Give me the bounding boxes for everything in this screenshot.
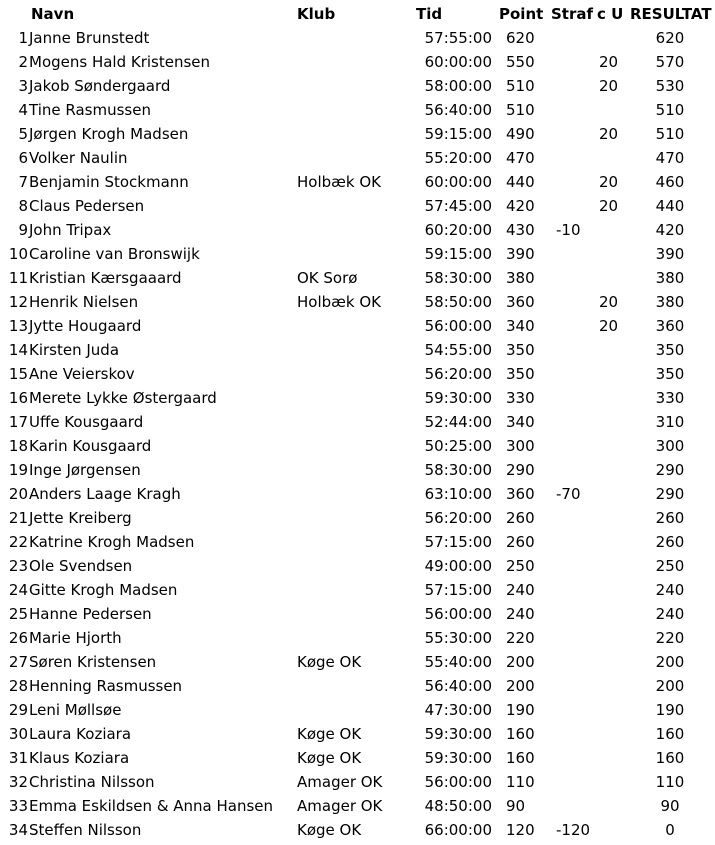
- points-value: 340: [506, 413, 535, 431]
- runner-name: Janne Brunstedt: [29, 29, 150, 47]
- result-value: 250: [655, 557, 685, 575]
- runner-name: Klaus Koziara: [29, 749, 130, 767]
- table-row: [0, 194, 715, 218]
- points-value: 240: [506, 581, 535, 599]
- runner-name: Laura Koziara: [29, 725, 132, 743]
- runner-name: Jørgen Krogh Madsen: [29, 125, 189, 143]
- points-value: 160: [506, 725, 535, 743]
- runner-name: Volker Naulin: [29, 149, 128, 167]
- runner-name: Henrik Nielsen: [29, 293, 139, 311]
- time-value: 59:30:00: [424, 749, 492, 767]
- club-name: OK Sorø: [297, 269, 358, 287]
- runner-name: Henning Rasmussen: [29, 677, 183, 695]
- club-name: Køge OK: [297, 653, 362, 671]
- time-value: 60:20:00: [424, 221, 492, 239]
- points-value: 330: [506, 389, 535, 407]
- row-number: 31: [8, 749, 28, 767]
- time-value: 56:00:00: [424, 317, 492, 335]
- table-row: [0, 818, 715, 842]
- row-number: 8: [18, 197, 28, 215]
- table-row: [0, 266, 715, 290]
- time-value: 56:40:00: [424, 101, 492, 119]
- time-value: 60:00:00: [424, 53, 492, 71]
- row-number: 26: [8, 629, 28, 647]
- time-value: 56:20:00: [424, 509, 492, 527]
- points-value: 350: [506, 341, 535, 359]
- runner-name: Jette Kreiberg: [29, 509, 132, 527]
- time-value: 50:25:00: [424, 437, 492, 455]
- table-row: [0, 434, 715, 458]
- time-value: 49:00:00: [424, 557, 492, 575]
- result-value: 240: [655, 605, 685, 623]
- table-row: [0, 290, 715, 314]
- row-number: 10: [8, 245, 28, 263]
- result-value: 260: [655, 509, 685, 527]
- row-number: 13: [8, 317, 28, 335]
- table-row: [0, 650, 715, 674]
- points-value: 360: [506, 293, 535, 311]
- row-number: 29: [8, 701, 28, 719]
- result-value: 510: [655, 125, 685, 143]
- time-value: 57:55:00: [424, 29, 492, 47]
- runner-name: Merete Lykke Østergaard: [29, 389, 217, 407]
- points-value: 350: [506, 365, 535, 383]
- header-points: Point: [499, 5, 544, 23]
- result-value: 510: [655, 101, 685, 119]
- table-row: [0, 554, 715, 578]
- time-value: 63:10:00: [424, 485, 492, 503]
- cu-value: 20: [599, 317, 619, 335]
- row-number: 12: [8, 293, 28, 311]
- result-value: 90: [660, 797, 680, 815]
- header-result: RESULTAT: [630, 5, 712, 23]
- time-value: 59:30:00: [424, 725, 492, 743]
- row-number: 1: [18, 29, 28, 47]
- club-name: Holbæk OK: [297, 173, 381, 191]
- row-number: 27: [8, 653, 28, 671]
- table-row: [0, 770, 715, 794]
- result-value: 240: [655, 581, 685, 599]
- table-row: [0, 458, 715, 482]
- runner-name: Steffen Nilsson: [29, 821, 142, 839]
- table-row: [0, 506, 715, 530]
- time-value: 52:44:00: [424, 413, 492, 431]
- result-value: 200: [655, 653, 685, 671]
- row-number: 7: [18, 173, 28, 191]
- result-value: 570: [655, 53, 685, 71]
- time-value: 57:45:00: [424, 197, 492, 215]
- time-value: 56:40:00: [424, 677, 492, 695]
- table-row: [0, 170, 715, 194]
- runner-name: Uffe Kousgaard: [29, 413, 144, 431]
- result-value: 470: [655, 149, 685, 167]
- row-number: 2: [18, 53, 28, 71]
- time-value: 56:00:00: [424, 605, 492, 623]
- table-row: [0, 338, 715, 362]
- row-number: 14: [8, 341, 28, 359]
- runner-name: Kirsten Juda: [29, 341, 120, 359]
- runner-name: Caroline van Bronswijk: [29, 245, 200, 263]
- points-value: 260: [506, 533, 535, 551]
- table-row: [0, 314, 715, 338]
- result-value: 160: [655, 725, 685, 743]
- points-value: 360: [506, 485, 535, 503]
- row-number: 9: [18, 221, 28, 239]
- points-value: 340: [506, 317, 535, 335]
- row-number: 11: [8, 269, 28, 287]
- result-value: 440: [655, 197, 685, 215]
- points-value: 470: [506, 149, 535, 167]
- table-row: [0, 74, 715, 98]
- club-name: Amager OK: [297, 773, 383, 791]
- result-value: 380: [655, 293, 685, 311]
- points-value: 300: [506, 437, 535, 455]
- table-row: [0, 50, 715, 74]
- time-value: 47:30:00: [424, 701, 492, 719]
- table-row: [0, 674, 715, 698]
- runner-name: Tine Rasmussen: [29, 101, 151, 119]
- row-number: 22: [8, 533, 28, 551]
- runner-name: Emma Eskildsen & Anna Hansen: [29, 797, 274, 815]
- row-number: 18: [8, 437, 28, 455]
- table-row: [0, 362, 715, 386]
- result-value: 420: [655, 221, 685, 239]
- row-number: 33: [8, 797, 28, 815]
- time-value: 55:40:00: [424, 653, 492, 671]
- result-value: 460: [655, 173, 685, 191]
- penalty-value: -10: [556, 221, 581, 239]
- runner-name: Katrine Krogh Madsen: [29, 533, 195, 551]
- result-value: 350: [655, 341, 685, 359]
- runner-name: Marie Hjorth: [29, 629, 122, 647]
- time-value: 58:50:00: [424, 293, 492, 311]
- cu-value: 20: [599, 293, 619, 311]
- time-value: 57:15:00: [424, 533, 492, 551]
- row-number: 6: [18, 149, 28, 167]
- row-number: 34: [8, 821, 28, 839]
- runner-name: Karin Kousgaard: [29, 437, 152, 455]
- table-row: [0, 794, 715, 818]
- time-value: 56:20:00: [424, 365, 492, 383]
- header-cu: c U: [597, 5, 624, 23]
- header-penalty: Straf: [551, 5, 594, 23]
- points-value: 160: [506, 749, 535, 767]
- result-value: 290: [655, 485, 685, 503]
- runner-name: Jakob Søndergaard: [29, 77, 171, 95]
- points-value: 490: [506, 125, 535, 143]
- time-value: 48:50:00: [424, 797, 492, 815]
- cu-value: 20: [599, 197, 619, 215]
- row-number: 16: [8, 389, 28, 407]
- time-value: 56:00:00: [424, 773, 492, 791]
- row-number: 17: [8, 413, 28, 431]
- result-value: 350: [655, 365, 685, 383]
- club-name: Køge OK: [297, 821, 362, 839]
- table-row: [0, 26, 715, 50]
- runner-name: Inge Jørgensen: [29, 461, 141, 479]
- runner-name: Christina Nilsson: [29, 773, 155, 791]
- result-value: 530: [655, 77, 685, 95]
- points-value: 510: [506, 77, 535, 95]
- result-value: 380: [655, 269, 685, 287]
- points-value: 620: [506, 29, 535, 47]
- points-value: 420: [506, 197, 535, 215]
- table-row: [0, 218, 715, 242]
- club-name: Køge OK: [297, 749, 362, 767]
- time-value: 66:00:00: [424, 821, 492, 839]
- cu-value: 20: [599, 125, 619, 143]
- runner-name: Claus Pedersen: [29, 197, 145, 215]
- club-name: Køge OK: [297, 725, 362, 743]
- result-value: 260: [655, 533, 685, 551]
- runner-name: Hanne Pedersen: [29, 605, 152, 623]
- row-number: 15: [8, 365, 28, 383]
- runner-name: Anders Laage Kragh: [29, 485, 181, 503]
- points-value: 190: [506, 701, 535, 719]
- header-club: Klub: [297, 5, 336, 23]
- result-value: 330: [655, 389, 685, 407]
- points-value: 110: [506, 773, 535, 791]
- points-value: 380: [506, 269, 535, 287]
- time-value: 60:00:00: [424, 173, 492, 191]
- points-value: 120: [506, 821, 535, 839]
- table-row: [0, 746, 715, 770]
- table-row: [0, 626, 715, 650]
- runner-name: Søren Kristensen: [29, 653, 157, 671]
- points-value: 200: [506, 677, 535, 695]
- points-value: 250: [506, 557, 535, 575]
- table-row: [0, 578, 715, 602]
- runner-name: Ane Veierskov: [29, 365, 135, 383]
- row-number: 30: [8, 725, 28, 743]
- table-row: [0, 698, 715, 722]
- table-row: [0, 722, 715, 746]
- table-row: [0, 530, 715, 554]
- runner-name: John Tripax: [29, 221, 112, 239]
- runner-name: Jytte Hougaard: [29, 317, 142, 335]
- row-number: 28: [8, 677, 28, 695]
- points-value: 510: [506, 101, 535, 119]
- runner-name: Ole Svendsen: [29, 557, 133, 575]
- runner-name: Leni Møllsøe: [29, 701, 122, 719]
- runner-name: Benjamin Stockmann: [29, 173, 189, 191]
- points-value: 290: [506, 461, 535, 479]
- club-name: Amager OK: [297, 797, 383, 815]
- runner-name: Mogens Hald Kristensen: [29, 53, 211, 71]
- table-row: [0, 482, 715, 506]
- row-number: 20: [8, 485, 28, 503]
- header-row: [0, 2, 715, 26]
- result-value: 220: [655, 629, 685, 647]
- result-value: 160: [655, 749, 685, 767]
- result-value: 290: [655, 461, 685, 479]
- result-value: 360: [655, 317, 685, 335]
- row-number: 25: [8, 605, 28, 623]
- points-value: 430: [506, 221, 535, 239]
- table-row: [0, 602, 715, 626]
- result-value: 310: [655, 413, 685, 431]
- time-value: 57:15:00: [424, 581, 492, 599]
- time-value: 59:30:00: [424, 389, 492, 407]
- row-number: 32: [8, 773, 28, 791]
- row-number: 24: [8, 581, 28, 599]
- time-value: 59:15:00: [424, 245, 492, 263]
- cu-value: 20: [599, 77, 619, 95]
- runner-name: Gitte Krogh Madsen: [29, 581, 178, 599]
- table-row: [0, 122, 715, 146]
- time-value: 55:30:00: [424, 629, 492, 647]
- header-time: Tid: [416, 5, 443, 23]
- penalty-value: -70: [556, 485, 581, 503]
- club-name: Holbæk OK: [297, 293, 381, 311]
- table-row: [0, 98, 715, 122]
- runner-name: Kristian Kærsgaaard: [29, 269, 182, 287]
- header-name: Navn: [31, 5, 75, 23]
- points-value: 550: [506, 53, 535, 71]
- time-value: 58:30:00: [424, 461, 492, 479]
- time-value: 59:15:00: [424, 125, 492, 143]
- result-value: 190: [655, 701, 685, 719]
- row-number: 3: [18, 77, 28, 95]
- row-number: 19: [8, 461, 28, 479]
- result-value: 390: [655, 245, 685, 263]
- result-value: 0: [665, 821, 675, 839]
- row-number: 23: [8, 557, 28, 575]
- result-value: 300: [655, 437, 685, 455]
- result-value: 620: [655, 29, 685, 47]
- time-value: 58:00:00: [424, 77, 492, 95]
- row-number: 4: [18, 101, 28, 119]
- result-value: 200: [655, 677, 685, 695]
- time-value: 55:20:00: [424, 149, 492, 167]
- table-row: [0, 410, 715, 434]
- points-value: 390: [506, 245, 535, 263]
- table-row: [0, 146, 715, 170]
- table-row: [0, 386, 715, 410]
- row-number: 5: [18, 125, 28, 143]
- time-value: 54:55:00: [424, 341, 492, 359]
- table-row: [0, 242, 715, 266]
- cu-value: 20: [599, 53, 619, 71]
- points-value: 260: [506, 509, 535, 527]
- points-value: 200: [506, 653, 535, 671]
- points-value: 220: [506, 629, 535, 647]
- result-value: 110: [655, 773, 685, 791]
- cu-value: 20: [599, 173, 619, 191]
- points-value: 90: [506, 797, 526, 815]
- points-value: 240: [506, 605, 535, 623]
- points-value: 440: [506, 173, 535, 191]
- time-value: 58:30:00: [424, 269, 492, 287]
- penalty-value: -120: [556, 821, 591, 839]
- row-number: 21: [8, 509, 28, 527]
